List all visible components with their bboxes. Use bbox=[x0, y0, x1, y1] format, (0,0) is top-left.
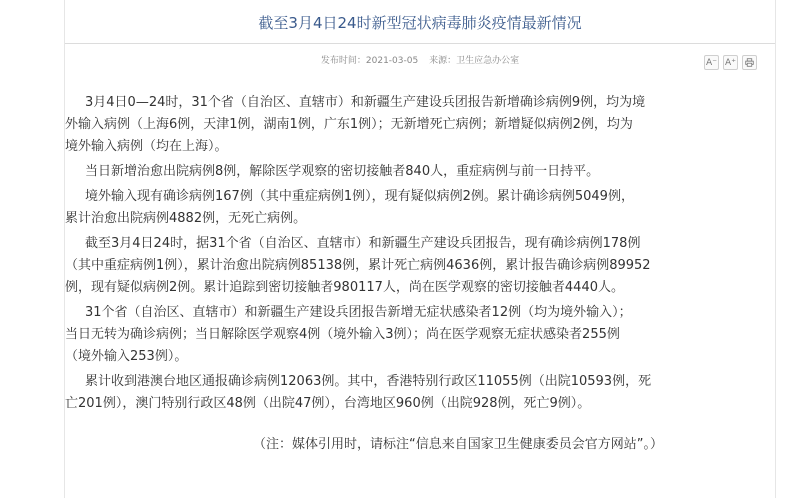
article-paragraph bbox=[65, 233, 777, 299]
paragraph-line: 31个省（自治区、直辖市）和新疆生产建设兵团报告新增无症状感染者12例（均为境外输入）； bbox=[85, 305, 632, 320]
paragraph-line: 截至3月4日24时，据31个省（自治区、直辖市）和新疆生产建设兵团报告，现有确诊病例178例 bbox=[85, 236, 641, 251]
paragraph-line: 境外输入病例（均在上海）。 bbox=[65, 139, 228, 154]
paragraph-line: 亡201例），澳门特别行政区48例（出院47例），台湾地区960例（出院928例，死亡9例）。 bbox=[65, 396, 591, 411]
paragraph-line: 累计收到港澳台地区通报确诊病例12063例。其中，香港特别行政区11055例（出院10593例，死 bbox=[85, 374, 652, 389]
publish-date: 2021-03-05 bbox=[365, 56, 419, 66]
article-tools bbox=[704, 55, 757, 70]
print-button[interactable] bbox=[742, 55, 757, 70]
paragraph-line: 累计治愈出院病例4882例，无死亡病例。 bbox=[65, 211, 307, 226]
paragraph-line: 例，现有疑似病例2例。累计追踪到密切接触者980117人，尚在医学观察的密切接触者4440人。 bbox=[65, 280, 624, 295]
article-frame bbox=[64, 0, 776, 498]
article-paragraph bbox=[65, 302, 777, 368]
font-decrease-button[interactable]: A⁻ bbox=[704, 55, 719, 70]
title-divider bbox=[65, 43, 775, 44]
citation-note: （注：媒体引用时，请标注“信息来自国家卫生健康委员会官方网站”。） bbox=[253, 437, 663, 452]
font-increase-button[interactable]: A⁺ bbox=[723, 55, 738, 70]
paragraph-line: 当日新增治愈出院病例8例，解除医学观察的密切接触者840人，重症病例与前一日持平。 bbox=[85, 164, 600, 179]
source-name: 卫生应急办公室 bbox=[456, 56, 520, 66]
printer-icon bbox=[745, 58, 754, 67]
article-paragraph bbox=[65, 371, 777, 415]
page-title: 截至3月4日24时新型冠状病毒肺炎疫情最新情况 bbox=[258, 14, 582, 32]
source-label: 来源： bbox=[429, 56, 457, 66]
article-paragraph bbox=[65, 186, 777, 230]
paragraph-line: 境外输入现有确诊病例167例（其中重症病例1例），现有疑似病例2例。累计确诊病例5049例， bbox=[85, 189, 634, 204]
article-body bbox=[65, 92, 777, 418]
paragraph-line: （其中重症病例1例），累计治愈出院病例85138例，累计死亡病例4636例，累计报告确诊病例89952 bbox=[65, 258, 651, 273]
paragraph-line: 3月4日0—24时，31个省（自治区、直辖市）和新疆生产建设兵团报告新增确诊病例9例，均为境 bbox=[85, 95, 646, 110]
publish-label: 发布时间： bbox=[320, 56, 366, 66]
paragraph-line: 当日无转为确诊病例；当日解除医学观察4例（境外输入3例）；尚在医学观察无症状感染者255例 bbox=[65, 327, 620, 342]
article-paragraph bbox=[65, 161, 777, 183]
publish-info bbox=[321, 56, 418, 66]
article-meta bbox=[65, 53, 775, 66]
paragraph-line: （境外输入253例）。 bbox=[65, 349, 188, 364]
source-info bbox=[429, 56, 519, 66]
article-paragraph bbox=[65, 92, 777, 158]
paragraph-line: 外输入病例（上海6例，天津1例，湖南1例，广东1例）；无新增死亡病例；新增疑似病例2例，均为 bbox=[65, 117, 633, 132]
